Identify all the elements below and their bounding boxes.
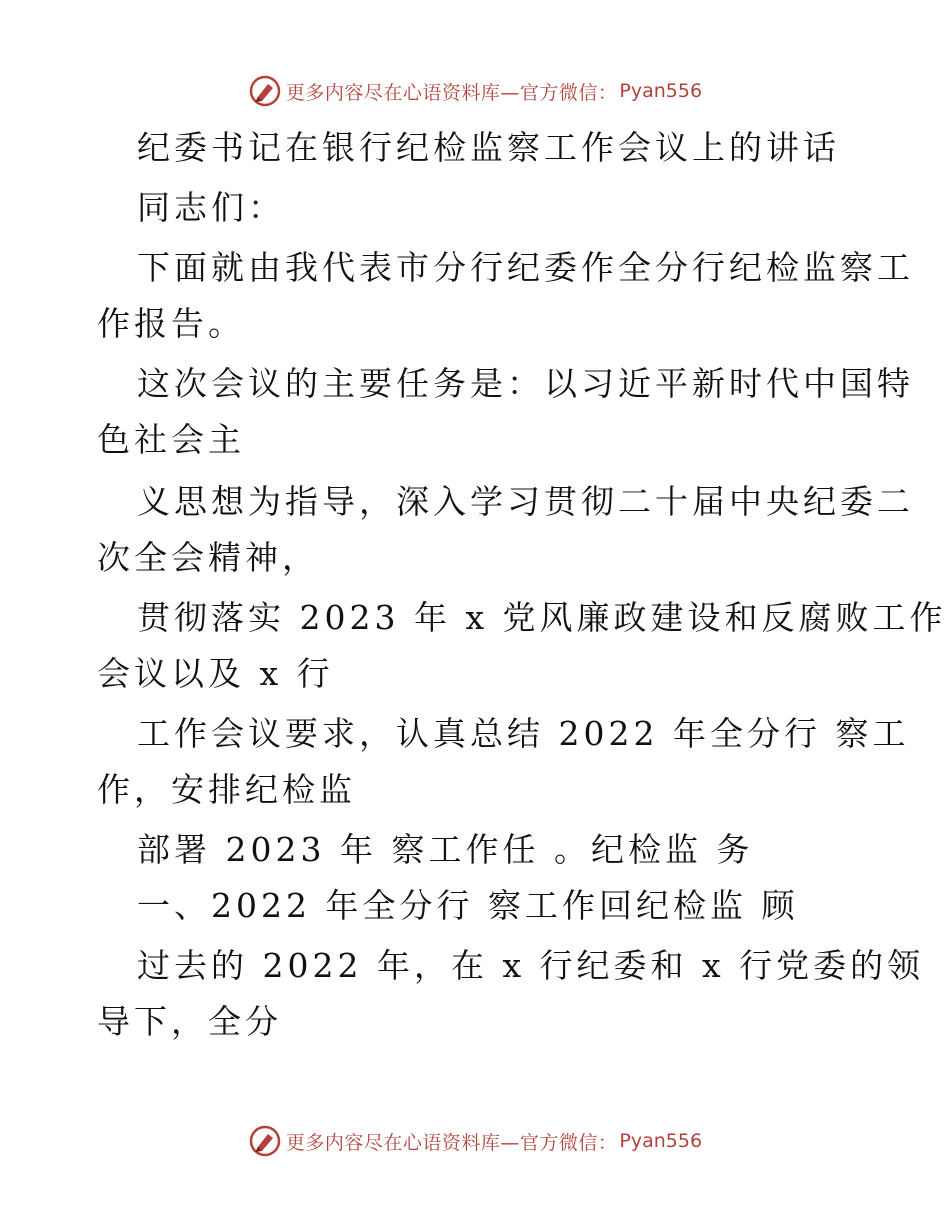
paragraph-line: 色社会主 — [97, 420, 245, 459]
paragraph-line: 过去的 2022 年，在 x 行纪委和 x 行党委的领 — [137, 946, 925, 985]
salutation: 同志们： — [137, 188, 285, 227]
paragraph-line: 义思想为指导，深入学习贯彻二十届中央纪委二 — [137, 482, 914, 521]
section-heading: 一、2022 年全分行 察工作回纪检监 顾 — [137, 886, 799, 925]
paragraph-line: 会议以及 x 行 — [97, 654, 334, 693]
document-title: 纪委书记在银行纪检监察工作会议上的讲话 — [137, 128, 840, 167]
paragraph-line: 工作会议要求，认真总结 2022 年全分行 察工 — [137, 714, 910, 753]
paragraph-line: 次全会精神， — [97, 538, 319, 577]
watermark-text: 更多内容尽在心语资料库—官方微信： — [285, 81, 618, 104]
pen-logo-icon — [248, 1124, 282, 1158]
paragraph-line: 下面就由我代表市分行纪委作全分行纪检监察工 — [137, 248, 914, 287]
paragraph-line: 这次会议的主要任务是：以习近平新时代中国特 — [137, 364, 914, 403]
paragraph-line: 贯彻落实 2023 年 x 党风廉政建设和反腐败工作 — [137, 598, 947, 637]
watermark-wechat-id: Pyan556 — [619, 1130, 703, 1152]
paragraph-line: 部署 2023 年 察工作任 。纪检监 务 — [137, 830, 754, 869]
paragraph-line: 作，安排纪检监 — [97, 770, 356, 809]
paragraph-line: 作报告。 — [97, 304, 245, 343]
watermark-wechat-id: Pyan556 — [619, 80, 703, 102]
paragraph-line: 导下，全分 — [97, 1002, 282, 1041]
footer-watermark — [0, 1124, 950, 1158]
watermark-text: 更多内容尽在心语资料库—官方微信： — [285, 1131, 618, 1154]
